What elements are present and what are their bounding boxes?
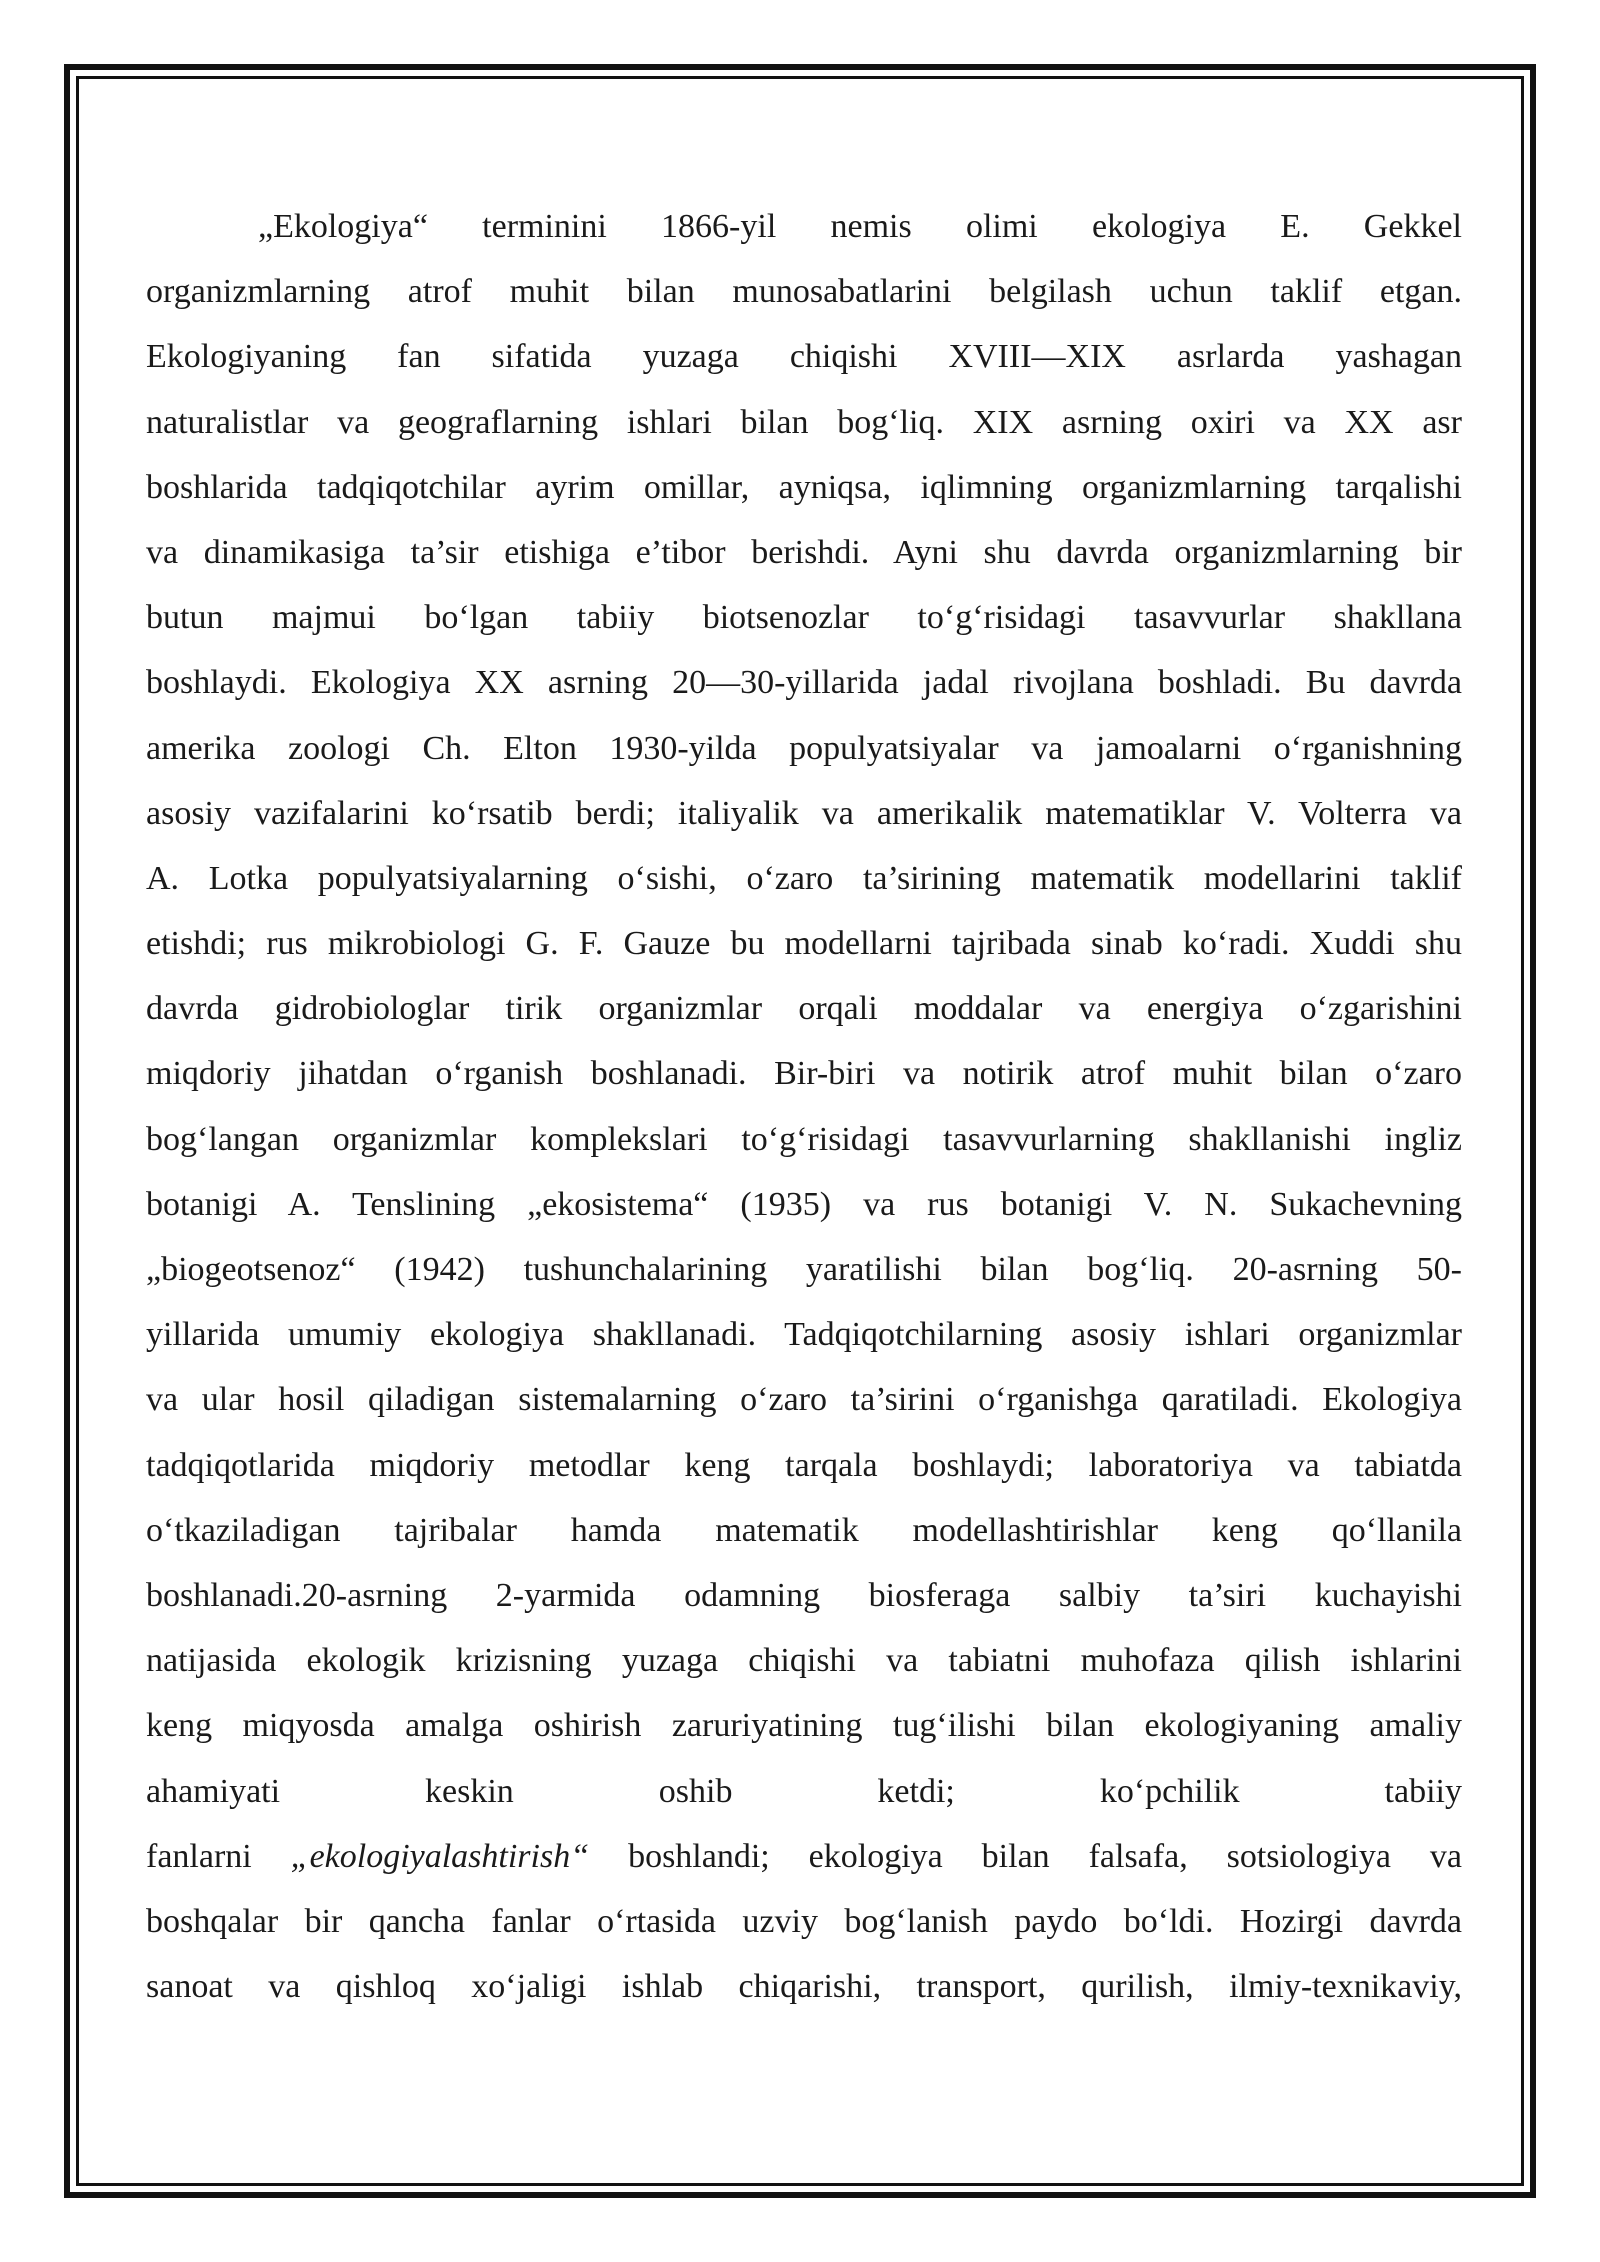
text-line-13: davrda gidrobiologlar tirik organizmlar orqali moddalar va energiya o‘zgarishini xyxy=(146,990,1462,1028)
text-line-11: A. Lotka populyatsiyalarning o‘sishi, o‘zaro ta’sirining matematik modellarini taklif xyxy=(146,859,1462,897)
text-line-17: „biogeotsenoz“ (1942) tushunchalarining yaratilishi bilan bog‘liq. 20-asrning 50- xyxy=(146,1251,1462,1288)
text-line-23: natijasida ekologik krizisning yuzaga chiqishi va tabiatni muhofaza qilish ishlarini xyxy=(146,1642,1462,1680)
text-line-9: amerika zoologi Ch. Elton 1930-yilda populyatsiyalar va jamoalarni o‘rganishning xyxy=(146,729,1462,767)
text-line-21: o‘tkaziladigan tajribalar hamda matematik modellashtirishlar keng qo‘llanila xyxy=(146,1511,1462,1549)
text-line-19: va ular hosil qiladigan sistemalarning o‘zaro ta’sirini o‘rganishga qaratiladi. Ekologiya xyxy=(146,1381,1462,1419)
text-line-26-rest: boshlandi; ekologiya bilan falsafa, sotsiologiya va xyxy=(628,1837,1462,1875)
text-line-24: keng miqyosda amalga oshirish zaruriyatining tug‘ilishi bilan ekologiyaning amaliy xyxy=(146,1707,1462,1745)
text-line-18: yillarida umumiy ekologiya shakllanadi. Tadqiqotchilarning asosiy ishlari organizmlar xyxy=(146,1316,1462,1354)
text-line-2: organizmlarning atrof muhit bilan munosabatlarini belgilash uchun taklif etgan. xyxy=(146,273,1462,311)
text-line-4: naturalistlar va geograflarning ishlari bilan bog‘liq. XIX asrning oxiri va XX asr xyxy=(146,403,1462,441)
text-line-15: bog‘langan organizmlar komplekslari to‘g‘risidagi tasavvurlarning shakllanishi ingliz xyxy=(146,1120,1462,1158)
text-line-26 xyxy=(146,1824,1462,1889)
text-line-14: miqdoriy jihatdan o‘rganish boshlanadi. Bir-biri va notirik atrof muhit bilan o‘zaro xyxy=(146,1055,1462,1093)
text-line-28: sanoat va qishloq xo‘jaligi ishlab chiqarishi, transport, qurilish, ilmiy-texnikaviy, xyxy=(146,1968,1462,2006)
text-line-16: botanigi A. Tenslining „ekosistema“ (1935) va rus botanigi V. N. Sukachevning xyxy=(146,1185,1462,1223)
text-line-20: tadqiqotlarida miqdoriy metodlar keng tarqala boshlaydi; laboratoriya va tabiatda xyxy=(146,1446,1462,1484)
text-line-12: etishdi; rus mikrobiologi G. F. Gauze bu modellarni tajribada sinab ko‘radi. Xuddi shu xyxy=(146,925,1462,963)
text-line-8: boshlaydi. Ekologiya XX asrning 20—30-yillarida jadal rivojlana boshladi. Bu davrda xyxy=(146,664,1462,702)
text-line-3: Ekologiyaning fan sifatida yuzaga chiqishi XVIII—XIX asrlarda yashagan xyxy=(146,338,1462,376)
text-line-26-prefix: fanlarni xyxy=(146,1837,252,1875)
text-line-1: „Ekologiya“ terminini 1866-yil nemis olimi ekologiya E. Gekkel xyxy=(258,208,1462,245)
text-line-6: va dinamikasiga ta’sir etishiga e’tibor berishdi. Ayni shu davrda organizmlarning bir xyxy=(146,533,1462,571)
text-line-5: boshlarida tadqiqotchilar ayrim omillar, ayniqsa, iqlimning organizmlarning tarqalishi xyxy=(146,468,1462,506)
text-line-26-italic: „ekologiyalashtirish“ xyxy=(290,1837,590,1875)
document-body xyxy=(146,194,1462,2019)
text-line-10: asosiy vazifalarini ko‘rsatib berdi; italiyalik va amerikalik matematiklar V. Volterra va xyxy=(146,794,1462,832)
text-line-7: butun majmui bo‘lgan tabiiy biotsenozlar to‘g‘risidagi tasavvurlar shakllana xyxy=(146,599,1462,637)
text-line-25: ahamiyati keskin oshib ketdi; ko‘pchilik tabiiy xyxy=(146,1772,1462,1810)
text-line-27: boshqalar bir qancha fanlar o‘rtasida uzviy bog‘lanish paydo bo‘ldi. Hozirgi davrda xyxy=(146,1902,1462,1940)
text-line-22: boshlanadi.20-asrning 2-yarmida odamning biosferaga salbiy ta’siri kuchayishi xyxy=(146,1576,1462,1614)
